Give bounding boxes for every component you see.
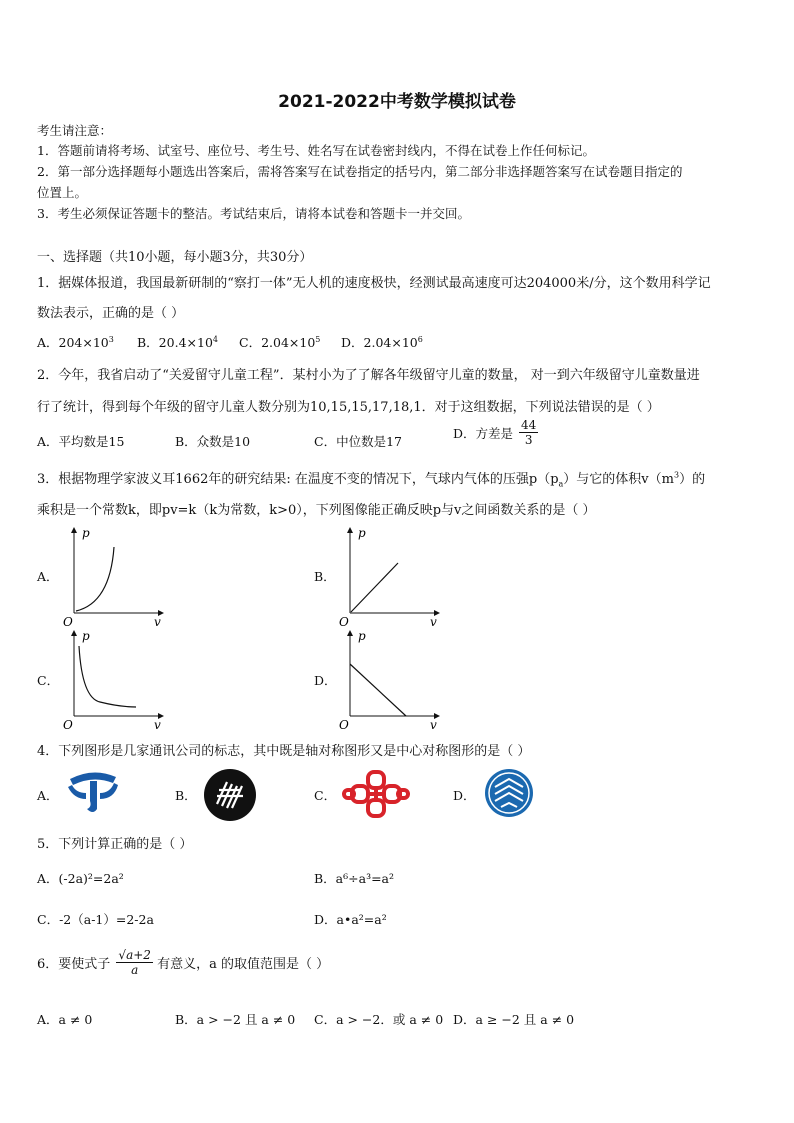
q4-option-b: B． <box>175 788 197 803</box>
question-2-text: 2．今年，我省启动了“关爱留守儿童工程”．某村小为了了解各年级留守儿童的数量， 对一到六年级留守儿童数量进 <box>37 368 700 383</box>
q2-option-d: D．方差是 $\frac{44}{3}$ <box>453 418 537 447</box>
fraction: $\frac{√a+2}{a}$ <box>118 948 151 977</box>
origin-label: O <box>339 718 349 732</box>
notice-heading: 考生请注意： <box>37 123 113 138</box>
q6-option-b: B．a > −2 且 a ≠ 0 <box>175 1012 296 1027</box>
q3-option-d: D． <box>314 673 337 688</box>
telecom-logo-d <box>483 767 535 819</box>
graph-a <box>60 525 164 629</box>
axis-p-label: p <box>82 526 90 540</box>
question-5-text: 5．下列计算正确的是（ ） <box>37 837 193 852</box>
q2-option-c: C．中位数是17 <box>314 434 402 449</box>
question-2-text: 行了统计，得到每个年级的留守儿童人数分别为10,15,15,17,18,1．对于这组数据，下列说法错误的是（ ） <box>37 400 660 415</box>
graph-b <box>336 525 440 629</box>
q2-option-a: A．平均数是15 <box>37 434 125 449</box>
q1-option-d: D．$2.04\times 10^6$ <box>341 334 423 350</box>
question-4-text: 4．下列图形是几家通讯公司的标志，其中既是轴对称图形又是中心对称图形的是（ ） <box>37 744 531 759</box>
q5-option-c: C．-2（a-1）=2-2a <box>37 912 154 927</box>
question-1-text: 数法表示，正确的是（ ） <box>37 306 185 321</box>
graph-c <box>60 628 164 732</box>
question-6-text: 6．要使式子 $\frac{√a+2}{a}$ 有意义，a 的取值范围是（ ） <box>37 948 330 977</box>
notice-item: 3．考生必须保证答题卡的整洁。考试结束后，请将本试卷和答题卡一并交回。 <box>37 206 470 221</box>
question-1-text: 1．据媒体报道，我国最新研制的“察打一体”无人机的速度极快，经测试最高速度可达204000米/分，这个数用科学记 <box>37 276 711 291</box>
axis-v-label: v <box>430 615 437 629</box>
question-3-text: 3．根据物理学家波义耳1662年的研究结果: 在温度不变的情况下，气球内气体的压强$p(p_a)$与它的体积$v(m^3)$的 <box>37 470 706 489</box>
q3-option-b: B． <box>314 569 336 584</box>
q4-option-a: A． <box>37 788 59 803</box>
q2-option-b: B．众数是10 <box>175 434 251 449</box>
q5-option-a: A．(-2a)²=2a² <box>37 871 124 886</box>
q1-option-a: A．$204\times 10^3$ <box>37 334 114 350</box>
origin-label: O <box>63 615 73 629</box>
question-3-text: 乘积是一个常数k，即pv=k（k为常数，k>0），下列图像能正确反映p与v之间函数关系的是（ ） <box>37 503 596 518</box>
telecom-logo-b <box>203 768 257 822</box>
axis-v-label: v <box>154 615 161 629</box>
axis-v-label: v <box>430 718 437 732</box>
axis-p-label: p <box>358 629 366 643</box>
notice-item: 2．第一部分选择题每小题选出答案后，需将答案写在试卷指定的括号内，第二部分非选择题答案写在试卷题目指定的 <box>37 164 683 179</box>
graph-d <box>336 628 440 732</box>
axis-p-label: p <box>82 629 90 643</box>
q6-option-a: A．a ≠ 0 <box>37 1012 93 1027</box>
axis-p-label: p <box>358 526 366 540</box>
origin-label: O <box>63 718 73 732</box>
q1-option-b: B．$20.4\times 10^4$ <box>137 334 218 350</box>
q5-option-d: D．a•a²=a² <box>314 912 387 927</box>
q3-option-a: A． <box>37 569 59 584</box>
telecom-logo-c <box>341 768 411 820</box>
notice-item: 1．答题前请将考场、试室号、座位号、考生号、姓名写在试卷密封线内，不得在试卷上作任何标记。 <box>37 143 595 158</box>
q6-option-c: C．a > −2．或 a ≠ 0 <box>314 1012 444 1027</box>
section-heading: 一、选择题（共10小题，每小题3分，共30分） <box>37 250 313 265</box>
notice-item: 位置上。 <box>37 185 88 200</box>
telecom-logo-a <box>66 769 120 815</box>
q4-option-c: C． <box>314 788 337 803</box>
axis-v-label: v <box>154 718 161 732</box>
fraction: $\frac{44}{3}$ <box>521 418 537 447</box>
origin-label: O <box>339 615 349 629</box>
q1-option-c: C．$2.04\times 10^5$ <box>239 334 321 350</box>
q3-option-c: C． <box>37 673 60 688</box>
q5-option-b: B．a⁶÷a³=a² <box>314 871 395 886</box>
q4-option-d: D． <box>453 788 476 803</box>
q6-option-d: D．a ≥ −2 且 a ≠ 0 <box>453 1012 575 1027</box>
page-title: 2021-2022中考数学模拟试卷 <box>278 92 516 112</box>
